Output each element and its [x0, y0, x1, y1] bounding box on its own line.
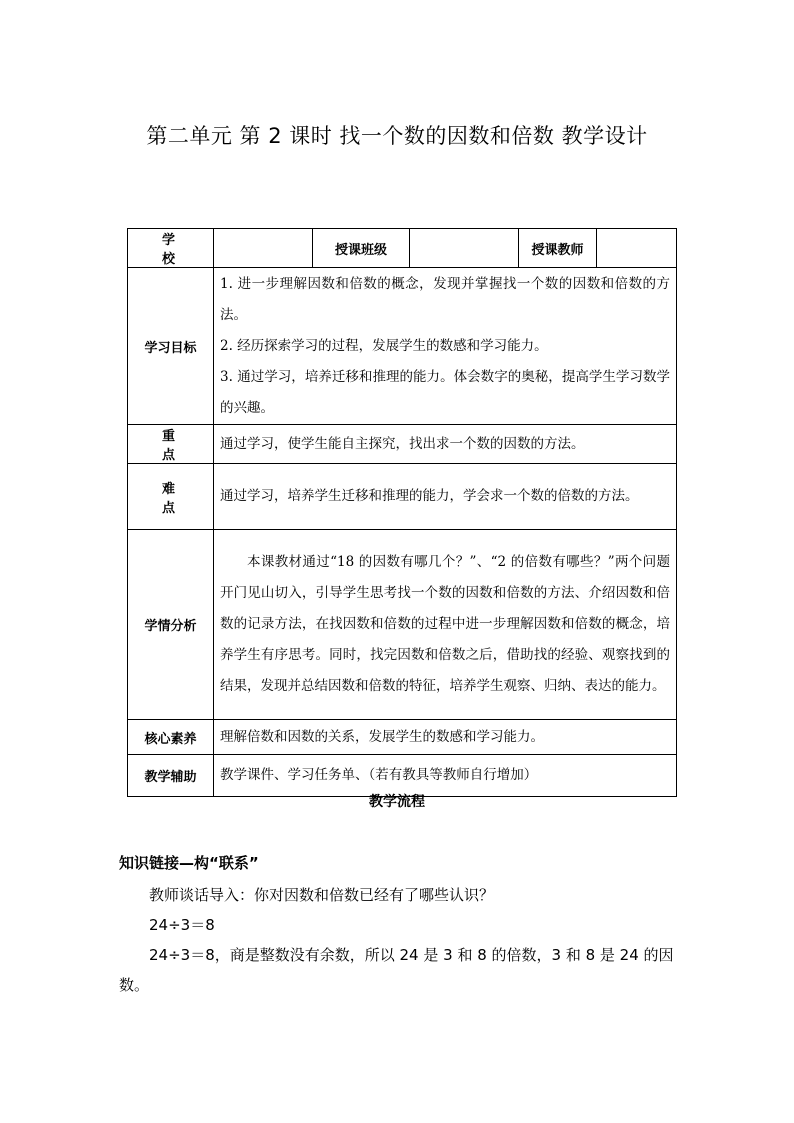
objectives-cell: [214, 268, 677, 425]
core-text: 理解倍数和因数的关系，发展学生的数感和学习能力。: [214, 720, 677, 755]
analysis-label: 学情分析: [128, 530, 214, 720]
aids-label: 教学辅助: [128, 755, 214, 797]
table-row-analysis: [128, 530, 677, 720]
objective-item: 3. 通过学习，培养迁移和推理的能力。体会数字的奥秘，提高学生学习数学的兴趣。: [220, 368, 670, 416]
table-row-header: [128, 229, 677, 268]
page-title: 第二单元 第 2 课时 找一个数的因数和倍数 教学设计: [146, 124, 648, 148]
table-row-objectives: [128, 268, 677, 425]
teacher-value: [597, 229, 677, 268]
objective-item: 1. 进一步理解因数和倍数的概念，发现并掌握找一个数的因数和倍数的方法。: [220, 275, 670, 323]
key-point-text: 通过学习，使学生能自主探究，找出求一个数的因数的方法。: [214, 425, 677, 464]
lesson-body: [119, 880, 684, 1000]
section-heading: 知识链接—构“联系”: [119, 854, 259, 872]
table-row-core: [128, 720, 677, 755]
difficulty-text: 通过学习，培养学生迁移和推理的能力，学会求一个数的倍数的方法。: [214, 464, 677, 530]
objectives-label: 学习目标: [128, 268, 214, 425]
table-row-key-point: [128, 425, 677, 464]
table-row-difficulty: [128, 464, 677, 530]
school-label: 学 校: [128, 229, 214, 268]
aids-text: 教学课件、学习任务单、（若有教具等教师自行增加）: [214, 755, 677, 797]
key-point-label: 重 点: [128, 425, 214, 464]
objective-item: 2. 经历探索学习的过程，发展学生的数感和学习能力。: [220, 337, 548, 354]
school-value: [214, 229, 313, 268]
teaching-flow-caption: 教学流程: [369, 794, 425, 810]
lesson-info-table: [127, 228, 677, 797]
teacher-label: 授课教师: [519, 229, 597, 268]
paragraph: 24÷3＝8: [149, 916, 215, 934]
core-label: 核心素养: [128, 720, 214, 755]
class-value: [410, 229, 519, 268]
analysis-text: 本课教材通过“18 的因数有哪几个？”、“2 的倍数有哪些？”两个问题开门见山切入，引导学生思考找一个数的因数和倍数的方法、介绍因数和倍数的记录方法，在找因数和倍数的过程中进一步理解因数和倍数的概念，培养学生有序思考。同时，找完因数和倍数之后，借助找的经验、观察找到的结果，发现并总结因数和倍数的特征，培养学生观察、归纳、表达的能力。: [214, 530, 677, 720]
paragraph: 教师谈话导入：你对因数和倍数已经有了哪些认识？: [149, 886, 495, 904]
paragraph: 24÷3＝8，商是整数没有余数，所以 24 是 3 和 8 的倍数，3 和 8 是 24 的因数。: [119, 946, 674, 994]
difficulty-label: 难 点: [128, 464, 214, 530]
class-label: 授课班级: [313, 229, 410, 268]
